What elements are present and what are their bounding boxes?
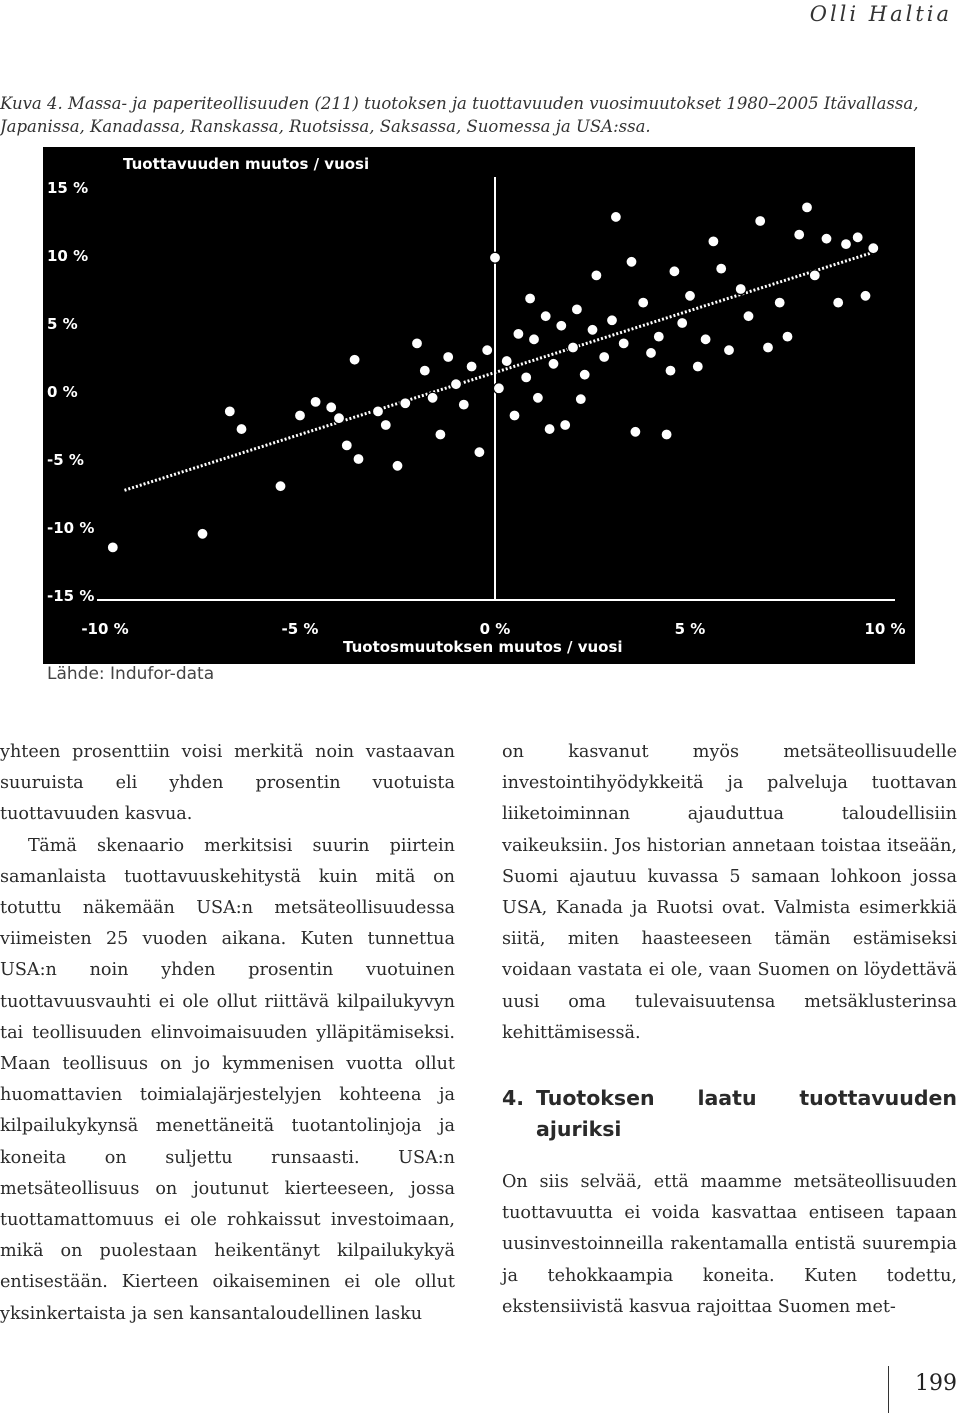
chart-x-tick-label: -10 % xyxy=(81,620,129,638)
chart-point xyxy=(708,236,719,247)
chart-x-axis-label: Tuotosmuutoksen muutos / vuosi xyxy=(343,638,623,656)
chart-point xyxy=(544,424,555,435)
chart-point xyxy=(599,352,610,363)
chart-y-tick-label: -10 % xyxy=(47,519,95,537)
chart-point xyxy=(412,338,423,349)
running-head: Olli Haltia xyxy=(809,2,952,26)
chart-y-tick-label: 15 % xyxy=(47,179,89,197)
chart-point xyxy=(236,424,247,435)
chart-point xyxy=(326,402,337,413)
chart-point xyxy=(782,331,793,342)
chart-point xyxy=(529,334,540,345)
chart-point xyxy=(794,229,805,240)
chart-y-tick-label: -15 % xyxy=(47,587,95,605)
chart-trendline xyxy=(125,252,874,490)
chart-point xyxy=(852,232,863,243)
chart-point xyxy=(295,410,306,421)
chart-point xyxy=(774,297,785,308)
chart-point xyxy=(560,420,571,431)
section-heading-number: 4. xyxy=(502,1086,525,1111)
chart-point xyxy=(809,270,820,281)
chart-x-tick-label: 10 % xyxy=(864,620,906,638)
chart-y-axis-label: Tuottavuuden muutos / vuosi xyxy=(123,155,370,173)
chart-y-tick-label: 5 % xyxy=(47,315,78,333)
chart-point xyxy=(575,394,586,405)
left-paragraph-2: Tämä skenaario merkitsisi suurin piirtein samanlaista tuottavuuskehitystä kuin mitä on totuttu näkemään USA:n metsäteollisuudessa viimeisten 25 vuoden aikana. Kuten tunnettua USA:n noin yhden prosentin vuotuinen tuottavuusvauhti ei ole ollut riittävä kilpailukyvyn tai teollisuuden elinvoimaisuuden ylläpitämiseksi. Maan teollisuus on jo kymmenisen vuotta ollut huomattavien toimialajärjestelyjen kohteena ja kilpailukykynsä menettäneitä tuotantolinjoja ja koneita on suljettu runsaasti. USA:n metsäteollisuus on joutunut kierteeseen, jossa tuottamattomuus ei ole rohkaissut investoimaan, mikä on puolestaan heikentänyt kilpailukykyä entisestään. Kierteen oikaiseminen ei ole ollut yksinkertaista ja sen kansantaloudellinen lasku xyxy=(0,835,455,1324)
chart-y-tick-label: -5 % xyxy=(47,451,84,469)
chart-point xyxy=(532,392,543,403)
chart-point xyxy=(373,406,384,417)
chart-point xyxy=(548,358,559,369)
chart-point xyxy=(802,202,813,213)
chart-point xyxy=(458,399,469,410)
chart-point xyxy=(868,243,879,254)
chart-point xyxy=(661,429,672,440)
left-column xyxy=(0,737,455,1330)
chart-point xyxy=(509,410,520,421)
chart-point xyxy=(466,361,477,372)
chart-point xyxy=(571,304,582,315)
chart-point xyxy=(735,284,746,295)
chart-point xyxy=(833,297,844,308)
chart-point xyxy=(224,406,235,417)
chart-point xyxy=(419,365,430,376)
page-number-rule xyxy=(888,1366,889,1413)
chart-point xyxy=(107,542,118,553)
chart-point xyxy=(353,454,364,465)
chart-point xyxy=(618,338,629,349)
chart-point xyxy=(653,331,664,342)
chart-point xyxy=(821,233,832,244)
chart-point xyxy=(646,347,657,358)
figure-caption: Kuva 4. Massa- ja paperiteollisuuden (211) tuotoksen ja tuottavuuden vuosimuutokset 1980–2005 Itävallassa, Japanissa, Kanadassa, Ranskassa, Ruotsissa, Saksassa, Suomessa ja USA:ssa. xyxy=(0,94,919,136)
chart-point xyxy=(763,342,774,353)
chart-point xyxy=(400,398,411,409)
section-heading xyxy=(502,1083,957,1145)
chart-point xyxy=(435,429,446,440)
chart-point xyxy=(341,440,352,451)
left-paragraph-1: yhteen prosenttiin voisi merkitä noin vastaavan suuruista eli yhden prosentin vuotuista tuottavuuden kasvua. xyxy=(0,742,455,825)
chart-point xyxy=(685,290,696,301)
chart-point xyxy=(607,315,618,326)
chart-point xyxy=(474,447,485,458)
chart-point xyxy=(490,252,501,263)
chart-point xyxy=(482,345,493,356)
chart-point xyxy=(860,290,871,301)
scatter-chart xyxy=(43,147,915,664)
figure-source: Lähde: Indufor-data xyxy=(47,664,215,684)
chart-point xyxy=(427,392,438,403)
chart-point xyxy=(275,481,286,492)
chart-point xyxy=(521,372,532,383)
chart-point xyxy=(716,263,727,274)
right-paragraph-1: on kasvanut myös metsäteollisuudelle investointihyödykkeitä ja palveluja tuottavan liiketoiminnan ajauduttua taloudellisiin vaikeuksiin. Jos historian annetaan toistaa itseään, Suomi ajautuu kuvassa 5 samaan lohkoon jossa USA, Kanada ja Ruotsi ovat. Valmista esimerkkiä siitä, miten haasteeseen tämän estämiseksi voidaan vastata ei ole, vaan Suomen on löydettävä uusi oma tulevaisuutensa metsäklusterinsa kehittämisessä. xyxy=(502,742,957,1043)
chart-point xyxy=(626,256,637,267)
chart-point xyxy=(638,297,649,308)
chart-point xyxy=(630,426,641,437)
chart-point xyxy=(197,528,208,539)
chart-point xyxy=(443,352,454,363)
chart-x-tick-label: 5 % xyxy=(674,620,706,638)
chart-y-tick-label: 10 % xyxy=(47,247,89,265)
chart-point xyxy=(587,324,598,335)
right-column xyxy=(502,737,957,1323)
chart-point xyxy=(525,293,536,304)
chart-point xyxy=(540,311,551,322)
chart-point xyxy=(493,383,504,394)
chart-canvas xyxy=(43,147,915,664)
section-heading-text: Tuotoksen laatu tuottavuuden ajuriksi xyxy=(536,1086,957,1142)
chart-point xyxy=(665,365,676,376)
chart-point xyxy=(610,211,621,222)
chart-point xyxy=(669,266,680,277)
chart-point xyxy=(451,379,462,390)
chart-point xyxy=(310,396,321,407)
chart-x-tick-label: 0 % xyxy=(479,620,511,638)
chart-point xyxy=(501,356,512,367)
right-paragraph-2: On siis selvää, että maamme metsäteollisuuden tuottavuutta ei voida kasvattaa entiseen tapaan uusinvestoinneilla rakentamalla entistä suurempia ja tehokkaampia koneita. Kuten todettu, ekstensiivistä kasvua rajoittaa Suomen met- xyxy=(502,1172,957,1317)
chart-point xyxy=(755,216,766,227)
page-number: 199 xyxy=(915,1371,957,1396)
chart-point xyxy=(579,369,590,380)
chart-x-tick-label: -5 % xyxy=(281,620,319,638)
chart-point xyxy=(692,361,703,372)
chart-y-tick-label: 0 % xyxy=(47,383,78,401)
chart-point xyxy=(334,413,345,424)
chart-point xyxy=(743,311,754,322)
chart-point xyxy=(841,239,852,250)
chart-point xyxy=(349,354,360,365)
chart-point xyxy=(392,460,403,471)
chart-point xyxy=(568,342,579,353)
chart-point xyxy=(556,320,567,331)
chart-point xyxy=(724,345,735,356)
chart-point xyxy=(677,318,688,329)
chart-point xyxy=(513,328,524,339)
chart-point xyxy=(591,270,602,281)
chart-point xyxy=(380,420,391,431)
chart-point xyxy=(700,334,711,345)
